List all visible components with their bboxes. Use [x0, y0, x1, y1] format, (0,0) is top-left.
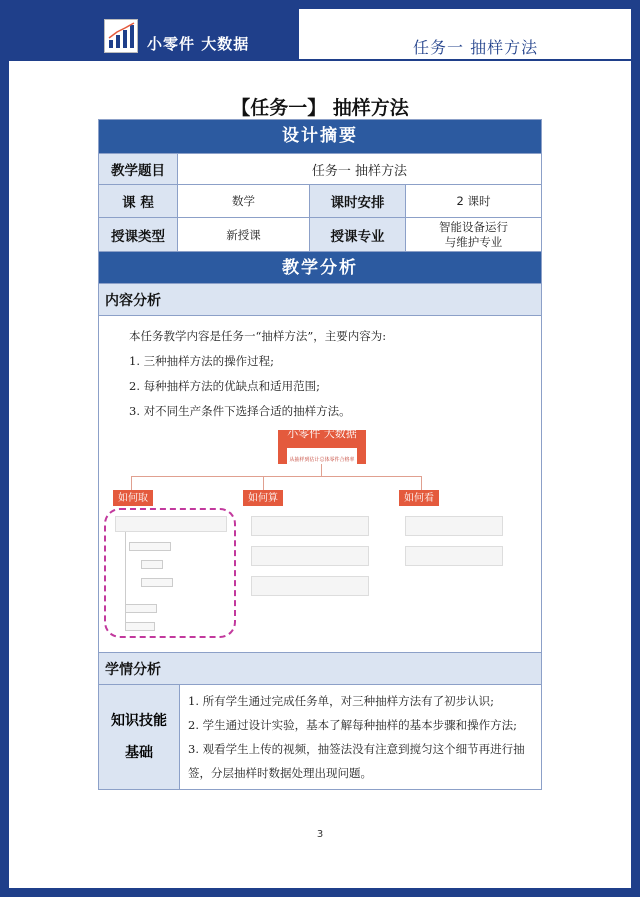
mindmap-node — [125, 622, 155, 631]
major-value — [405, 218, 541, 251]
mindmap-card — [251, 516, 369, 536]
mindmap-connector — [321, 464, 322, 476]
major-label: 授课专业 — [309, 218, 405, 251]
mindmap-branch-3: 如何看 — [399, 490, 439, 506]
topic-label: 教学题目 — [99, 154, 177, 184]
mindmap-node — [141, 560, 163, 569]
chart-logo-icon — [104, 19, 138, 53]
design-summary-heading: 设计摘要 — [99, 120, 541, 153]
course-value: 数学 — [177, 185, 309, 217]
hours-label: 课时安排 — [309, 185, 405, 217]
lesson-table — [98, 119, 542, 790]
mindmap-image — [101, 424, 541, 646]
page-title: 【任务一】 抽样方法 — [231, 97, 409, 119]
type-label: 授课类型 — [99, 218, 177, 251]
content-analysis-heading: 内容分析 — [99, 283, 541, 315]
mindmap-card — [251, 576, 369, 596]
knowledge-row — [99, 684, 541, 789]
major-value-line-2: 与维护专业 — [444, 234, 503, 249]
analysis-heading: 教学分析 — [99, 251, 541, 283]
knowledge-label-line-1: 知识技能 — [111, 713, 167, 729]
topic-value: 任务一 抽样方法 — [177, 154, 541, 184]
mindmap-card — [405, 516, 503, 536]
course-row — [99, 184, 541, 217]
knowledge-item-2: 2. 学生通过设计实验，基本了解每种抽样的基本步骤和操作方法; — [188, 718, 517, 732]
document-page — [9, 9, 631, 888]
course-label: 课 程 — [99, 185, 177, 217]
mindmap-connector — [125, 532, 126, 628]
mindmap-branch-2: 如何算 — [243, 490, 283, 506]
type-value: 新授课 — [177, 218, 309, 251]
major-value-line-1: 智能设备运行 — [439, 219, 508, 234]
knowledge-item-3: 3. 观看学生上传的视频，抽签法没有注意到搅匀这个细节再进行抽签，分层抽样时数据处理出现问题。 — [188, 742, 525, 780]
content-item-3: 3. 对不同生产条件下选择合适的抽样方法。 — [129, 404, 351, 418]
page-header — [9, 9, 631, 63]
page-number: 3 — [316, 829, 324, 840]
content-analysis-body — [99, 315, 541, 652]
mindmap-node — [125, 604, 157, 613]
hours-value: 2 课时 — [405, 185, 541, 217]
knowledge-label-line-2: 基础 — [125, 745, 153, 761]
mindmap-card — [405, 546, 503, 566]
mindmap-connector — [131, 476, 421, 477]
type-row — [99, 217, 541, 251]
mindmap-node — [141, 578, 173, 587]
knowledge-item-1: 1. 所有学生通过完成任务单，对三种抽样方法有了初步认识; — [188, 694, 494, 708]
topic-row — [99, 153, 541, 184]
mindmap-branch-1: 如何取 — [113, 490, 153, 506]
mindmap-node — [129, 542, 171, 551]
header-task-title: 任务一 抽样方法 — [413, 38, 539, 57]
learner-analysis-heading: 学情分析 — [99, 652, 541, 684]
content-intro: 本任务教学内容是任务一“抽样方法”，主要内容为: — [129, 329, 387, 343]
knowledge-label — [99, 685, 179, 789]
content-item-1: 1. 三种抽样方法的操作过程; — [129, 354, 275, 368]
mindmap-root — [278, 427, 366, 464]
content-item-2: 2. 每种抽样方法的优缺点和适用范围; — [129, 379, 321, 393]
mindmap-card — [251, 546, 369, 566]
knowledge-body — [179, 685, 541, 789]
header-rule — [299, 59, 631, 61]
mindmap-root-subtitle: 从抽样到估计总体零件合格率 — [287, 448, 356, 473]
mindmap-root-label: 小零件 大数据 — [287, 427, 357, 440]
brand-name: 小零件 大数据 — [147, 35, 250, 53]
mindmap-card — [115, 516, 227, 532]
